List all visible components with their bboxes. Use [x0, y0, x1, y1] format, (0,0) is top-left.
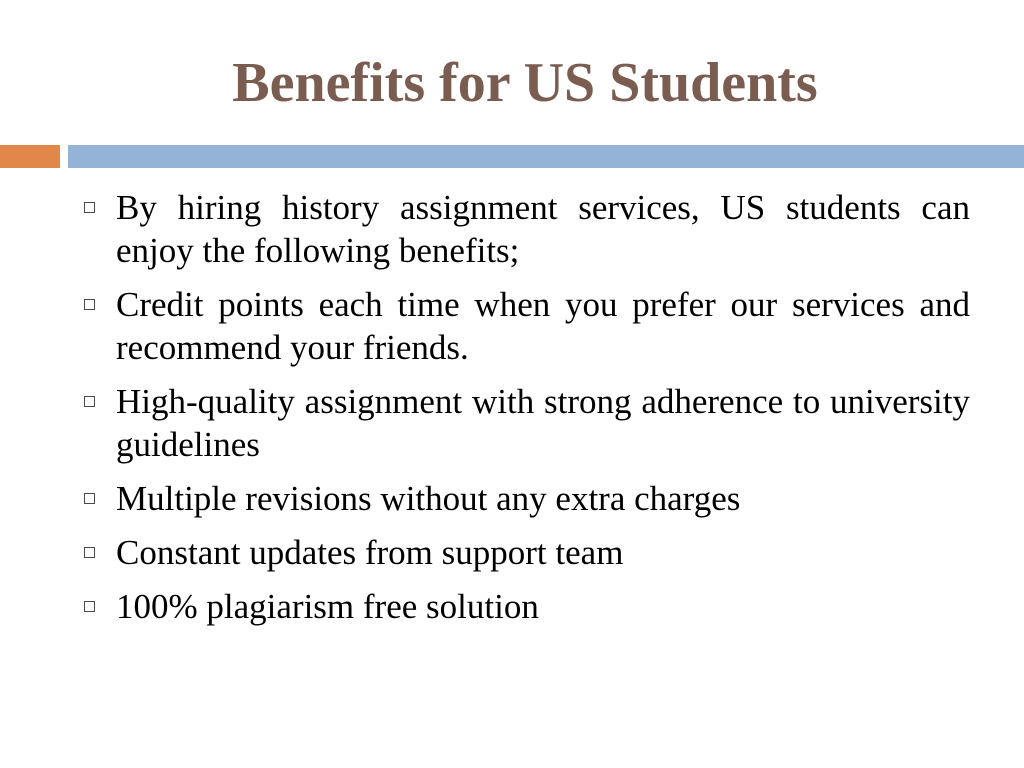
- bullet-item: [80, 283, 970, 369]
- bullet-item: [80, 477, 970, 520]
- bullet-item: [80, 585, 970, 628]
- hollow-square-icon: [84, 396, 95, 407]
- bullet-text: By hiring history assignment services, US students can enjoy the following benefits;: [116, 188, 970, 270]
- bullet-item: [80, 380, 970, 466]
- bullet-text: 100% plagiarism free solution: [116, 587, 539, 626]
- bullet-list: [80, 186, 970, 639]
- hollow-square-icon: [84, 493, 95, 504]
- bullet-item: [80, 531, 970, 574]
- slide-title: Benefits for US Students: [232, 52, 818, 114]
- bullet-item: [80, 186, 970, 272]
- hollow-square-icon: [84, 547, 95, 558]
- title-underline-blue-bar: [68, 145, 1024, 168]
- bullet-text: High-quality assignment with strong adherence to university guidelines: [116, 382, 970, 464]
- hollow-square-icon: [84, 299, 95, 310]
- bullet-text: Credit points each time when you prefer our services and recommend your friends.: [116, 285, 970, 367]
- bullet-text: Multiple revisions without any extra charges: [116, 479, 741, 518]
- bullet-text: Constant updates from support team: [116, 533, 624, 572]
- hollow-square-icon: [84, 601, 95, 612]
- title-underline-orange-bar: [0, 145, 60, 168]
- hollow-square-icon: [84, 202, 95, 213]
